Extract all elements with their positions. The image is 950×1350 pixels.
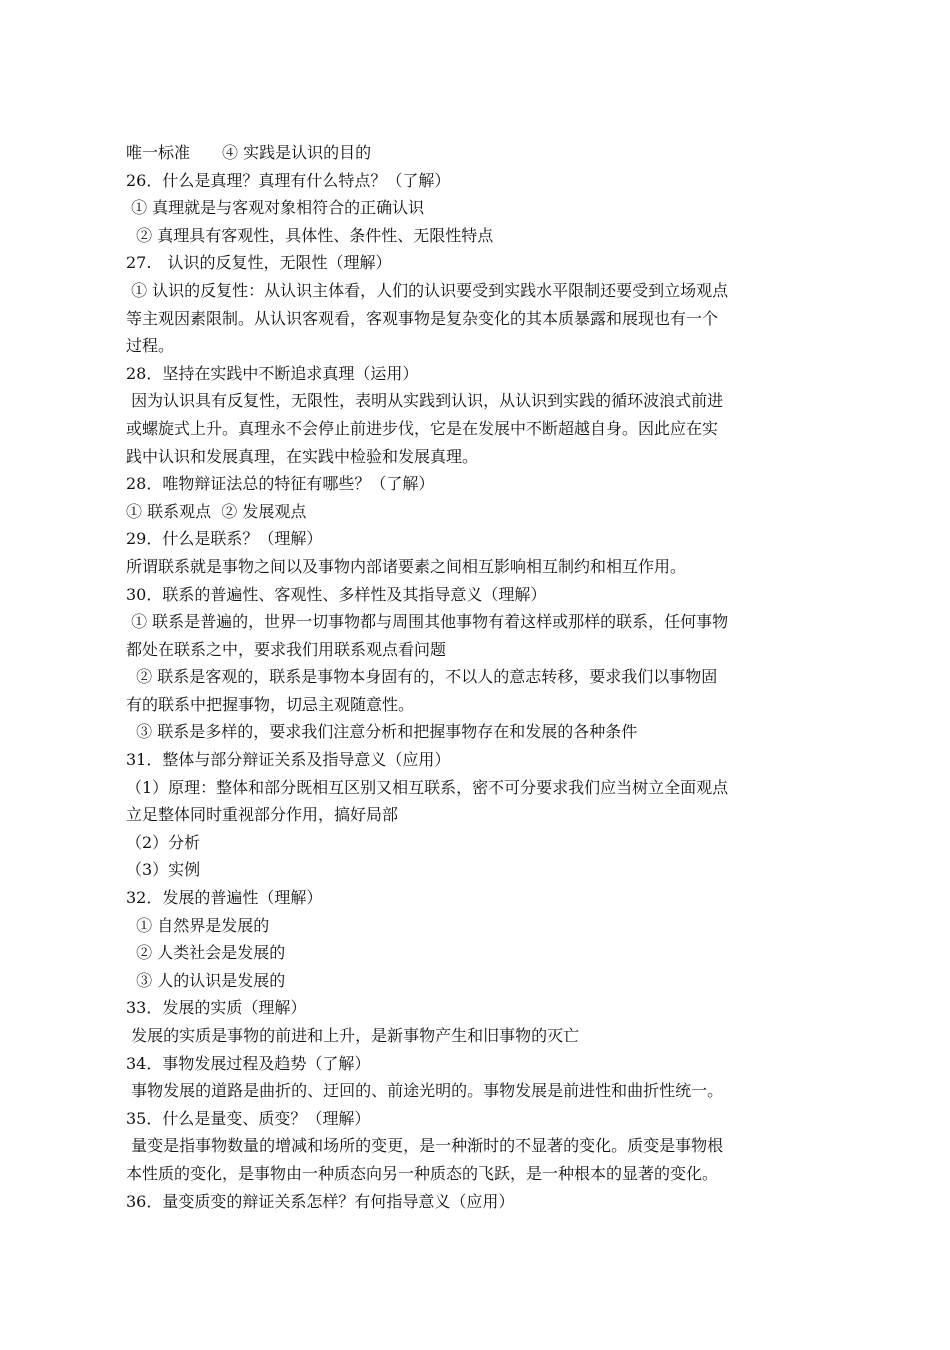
- answer-line: ① 联系是普遍的，世界一切事物都与周围其他事物有着这样或那样的联系，任何事物: [126, 612, 729, 632]
- answer-line: ② 真理具有客观性，具体性、条件性、无限性特点: [126, 225, 494, 245]
- question-heading: 28．唯物辩证法总的特征有哪些？（了解）: [126, 474, 435, 494]
- answer-line: 都处在联系之中，要求我们用联系观点看问题: [126, 639, 447, 659]
- answer-line: 量变是指事物数量的增减和场所的变更，是一种渐时的不显著的变化。质变是事物根: [126, 1136, 724, 1156]
- answer-line: 或螺旋式上升。真理永不会停止前进步伐，它是在发展中不断超越自身。因此应在实: [126, 418, 719, 438]
- text-line: 唯一标准 ④ 实践是认识的目的: [126, 143, 372, 162]
- question-heading: 28．坚持在实践中不断追求真理（运用）: [126, 363, 419, 383]
- question-heading: 32．发展的普遍性（理解）: [126, 888, 323, 908]
- answer-line: 过程。: [126, 336, 175, 356]
- answer-line: （2）分析: [126, 832, 201, 852]
- answer-line: 有的联系中把握事物，切忌主观随意性。: [126, 694, 415, 714]
- document-page: [126, 139, 826, 1215]
- question-heading: 27. 认识的反复性，无限性（理解）: [126, 253, 392, 273]
- answer-line: ② 联系是客观的，联系是事物本身固有的，不以人的意志转移，要求我们以事物固: [126, 667, 718, 687]
- question-heading: 31．整体与部分辩证关系及指导意义（应用）: [126, 750, 451, 770]
- answer-line: 本性质的变化，是事物由一种质态向另一种质态的飞跃，是一种根本的显著的变化。: [126, 1163, 719, 1183]
- question-heading: 33．发展的实质（理解）: [126, 998, 307, 1018]
- answer-line: 所谓联系就是事物之间以及事物内部诸要素之间相互影响相互制约和相互作用。: [126, 556, 687, 576]
- answer-line: 事物发展的道路是曲折的、迂回的、前途光明的。事物发展是前进性和曲折性统一。: [126, 1081, 724, 1101]
- answer-line: 立足整体同时重视部分作用，搞好局部: [126, 805, 399, 825]
- question-heading: 35．什么是量变、质变？（理解）: [126, 1108, 371, 1128]
- answer-line: 因为认识具有反复性，无限性，表明从实践到认识，从认识到实践的循环波浪式前进: [126, 391, 724, 411]
- question-heading: 34．事物发展过程及趋势（了解）: [126, 1053, 371, 1073]
- answer-line: ② 人类社会是发展的: [126, 943, 286, 963]
- question-heading: 26．什么是真理？真理有什么特点？（了解）: [126, 170, 451, 190]
- answer-line: ① 认识的反复性：从认识主体看，人们的认识要受到实践水平限制还要受到立场观点: [126, 280, 729, 300]
- answer-line: 发展的实质是事物的前进和上升，是新事物产生和旧事物的灭亡: [126, 1026, 580, 1045]
- answer-line: ① 自然界是发展的: [126, 915, 270, 935]
- answer-line: ① 联系观点 ② 发展观点: [126, 501, 307, 521]
- question-heading: 30．联系的普遍性、客观性、多样性及其指导意义（理解）: [126, 584, 547, 604]
- answer-line: ③ 联系是多样的，要求我们注意分析和把握事物存在和发展的各种条件: [126, 722, 638, 742]
- question-heading: 36．量变质变的辩证关系怎样？有何指导意义（应用）: [126, 1191, 515, 1211]
- answer-line: ① 真理就是与客观对象相符合的正确认识: [126, 198, 425, 218]
- answer-line: ③ 人的认识是发展的: [126, 970, 286, 990]
- answer-line: （1）原理：整体和部分既相互区别又相互联系，密不可分要求我们应当树立全面观点: [126, 777, 729, 797]
- answer-line: 践中认识和发展真理，在实践中检验和发展真理。: [126, 446, 479, 466]
- answer-line: 等主观因素限制。从认识客观看，客观事物是复杂变化的其本质暴露和展现也有一个: [126, 308, 719, 328]
- question-heading: 29．什么是联系？（理解）: [126, 529, 323, 549]
- answer-line: （3）实例: [126, 860, 201, 880]
